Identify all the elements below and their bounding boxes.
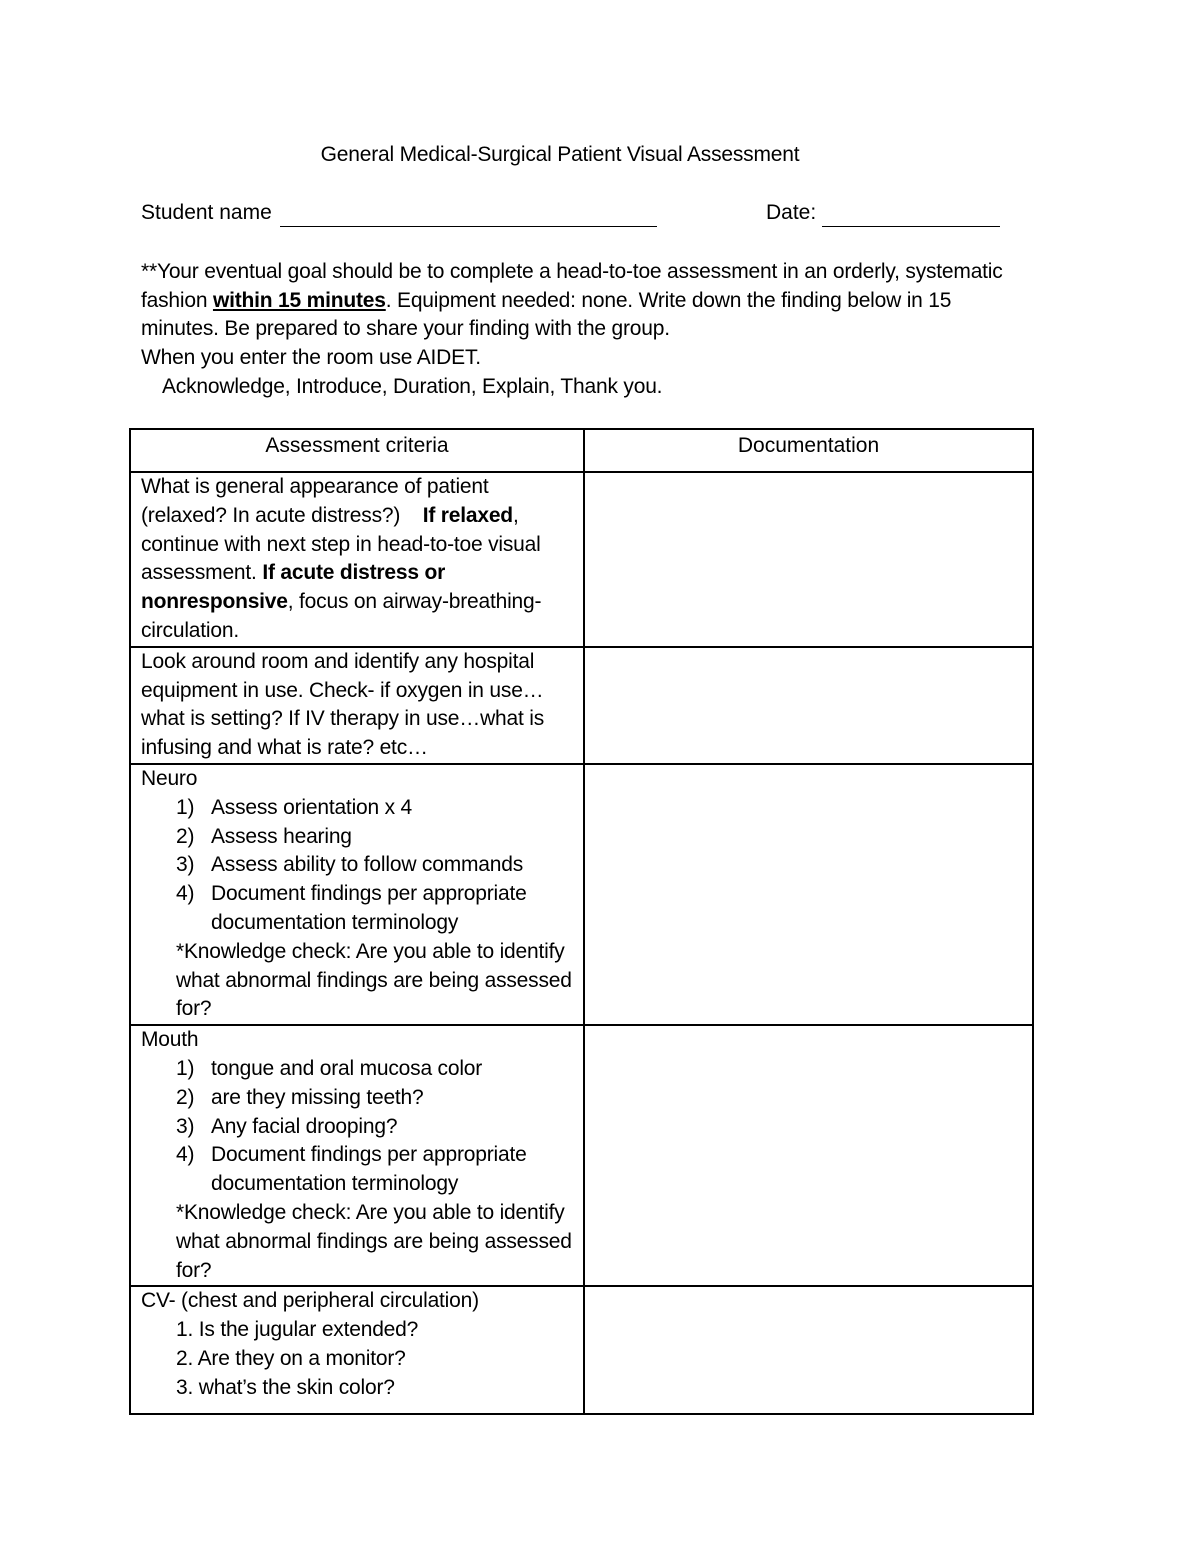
instructions-line: fashion within 15 minutes. Equipment needed: none. Write down the finding below in 15 — [141, 288, 952, 312]
documentation-cell[interactable] — [584, 647, 1033, 764]
criteria-neuro — [130, 764, 584, 1025]
list-item: 1. Is the jugular extended? — [176, 1318, 419, 1342]
criteria-general-appearance: What is general appearance of patient (relaxed? In acute distress?) If relaxed, continue with next step in head-to-toe visual assessment. If acute distress or nonresponsive, focus on airway-breathing-circulation. — [130, 472, 584, 647]
date-blank[interactable] — [822, 226, 1000, 227]
knowledge-check: *Knowledge check: Are you able to identify what abnormal findings are being assessed for? — [176, 939, 572, 1021]
criteria-cv — [130, 1286, 584, 1414]
table-row — [130, 1286, 1033, 1414]
table-row — [130, 472, 1033, 647]
list-item: 1) tongue and oral mucosa color — [176, 1056, 483, 1080]
table-row — [130, 764, 1033, 1025]
list-item: 4) Document findings per appropriate documentation terminology — [176, 882, 527, 934]
table-header-row — [130, 429, 1033, 472]
instructions-line: **Your eventual goal should be to complete a head-to-toe assessment in an orderly, systematic — [141, 260, 1003, 283]
criteria-mouth — [130, 1025, 584, 1286]
list-item: 2) Assess hearing — [176, 824, 352, 848]
instructions — [141, 258, 1071, 402]
knowledge-check: *Knowledge check: Are you able to identify what abnormal findings are being assessed for? — [176, 1200, 572, 1282]
instructions-line: minutes. Be prepared to share your finding with the group. — [141, 317, 670, 341]
list-item: 3) Any facial drooping? — [176, 1114, 398, 1138]
section-heading: Neuro — [141, 766, 198, 790]
neuro-list — [141, 794, 573, 938]
table-row — [130, 1025, 1033, 1286]
documentation-cell[interactable] — [584, 764, 1033, 1025]
list-item: 3) Assess ability to follow commands — [176, 853, 524, 877]
assessment-table — [129, 428, 1034, 1415]
list-item: 3. what’s the skin color? — [176, 1375, 395, 1399]
documentation-cell[interactable] — [584, 472, 1033, 647]
table-row — [130, 647, 1033, 764]
date-label: Date: — [766, 201, 817, 224]
student-name-label: Student name — [141, 201, 272, 224]
list-item: 1) Assess orientation x 4 — [176, 795, 413, 819]
list-item: 2. Are they on a monitor? — [176, 1346, 406, 1370]
mouth-list — [141, 1055, 573, 1199]
header-documentation: Documentation — [584, 429, 1033, 472]
instructions-line: When you enter the room use AIDET. — [141, 346, 481, 370]
list-item: 4) Document findings per appropriate documentation terminology — [176, 1143, 527, 1196]
list-item: 2) are they missing teeth? — [176, 1085, 424, 1109]
header-assessment-criteria: Assessment criteria — [130, 429, 584, 472]
section-heading: CV- (chest and peripheral circulation) — [141, 1289, 479, 1313]
student-name-blank[interactable] — [280, 226, 657, 227]
time-limit-emphasis: within 15 minutes — [212, 288, 386, 312]
criteria-equipment: Look around room and identify any hospital equipment in use. Check- if oxygen in use… what is setting? If IV therapy in use…what is infusing and what is rate? etc… — [130, 647, 584, 764]
section-heading: Mouth — [141, 1028, 199, 1052]
aidet-expansion: Acknowledge, Introduce, Duration, Explain, Thank you. — [162, 374, 663, 398]
documentation-cell[interactable] — [584, 1025, 1033, 1286]
documentation-cell[interactable] — [584, 1286, 1033, 1414]
page-title: General Medical-Surgical Patient Visual Assessment — [320, 143, 800, 166]
